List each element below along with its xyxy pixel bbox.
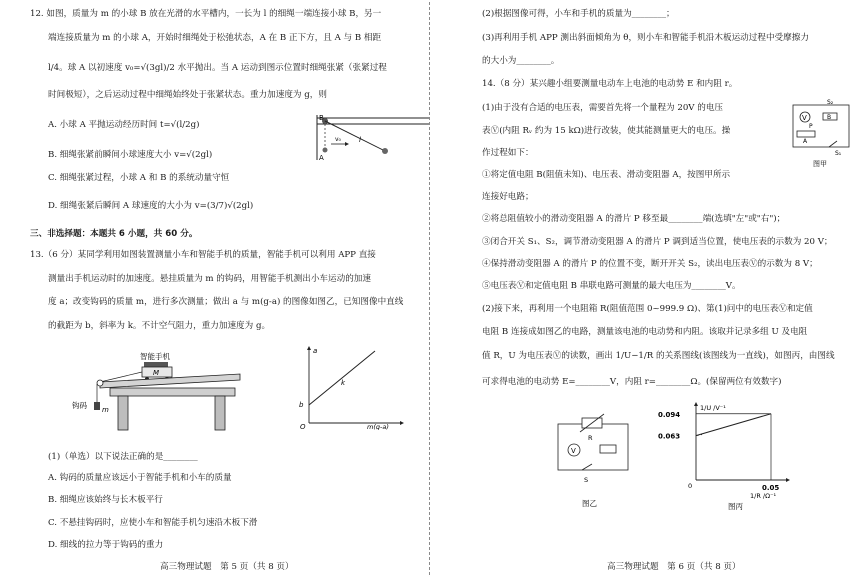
q14-line-4: 作过程如下：: [482, 148, 534, 158]
q13-line-3: 度 a；改变钩码的质量 m，进行多次测量；做出 a 与 m(g-a) 的图像如图乙，已知图像中直线: [48, 297, 404, 307]
q12-line-2: 端连接质量为 m 的小球 A，开始时细绳处于松弛状态，A 在 B 正下方，且 A 与 B 相距: [48, 33, 382, 43]
chart-y-label: 1/U /V⁻¹: [700, 404, 726, 412]
chart-y-tick-high: 0.094: [658, 410, 681, 419]
jia-label-s2: S₂: [827, 99, 834, 106]
weight-label: 钩码: [72, 401, 87, 410]
q13-option-b: B. 细绳应该始终与长木板平行: [48, 495, 163, 505]
q13-graph-origin: O: [300, 423, 306, 430]
left-page: [0, 0, 428, 577]
q13-graph: [295, 345, 405, 430]
q13-graph-x-label: m(g-a): [367, 423, 389, 430]
q14-line-7: ②将总阻值较小的滑动变阻器 A 的滑片 P 移至最________端(选填"左"或"右")；: [482, 214, 786, 224]
q13-option-c: C. 不悬挂钩码时，应使小车和智能手机匀速沿木板下滑: [48, 518, 258, 528]
chart-x-label: 1/R /Ω⁻¹: [750, 492, 777, 500]
q12-option-d: D. 细绳张紧后瞬间 A 球速度的大小为 v=(3/7)√(2gl): [48, 201, 254, 211]
q13-option-d: D. 细线的拉力等于钩码的重力: [48, 540, 164, 550]
yi-label-s: S: [584, 476, 589, 484]
q12-figure: [305, 110, 435, 170]
cart-label: M: [153, 369, 160, 377]
q14-line-6: 连接好电路；: [482, 192, 534, 202]
q14-line-2: (1)由于没有合适的电压表，需要首先将一个量程为 20V 的电压: [482, 103, 724, 113]
q13-sub3-line-1: (3)再利用手机 APP 测出斜面倾角为 θ，则小车和智能手机沿木板运动过程中受摩擦力: [482, 33, 809, 43]
q14-line-1: 14.（8 分）某兴趣小组要测量电动车上电池的电动势 E 和内阻 r。: [482, 79, 738, 89]
chart-x-tick: 0.05: [762, 484, 780, 492]
left-footer: 高三物理试题 第 5 页（共 8 页）: [160, 562, 294, 573]
q12-label-a: A: [319, 154, 324, 162]
q13-line-2: 测量出手机运动时的加速度。悬挂质量为 m 的钩码，用智能手机测出小车运动的加速: [48, 274, 371, 284]
q13-sub3-line-2: 的大小为________。: [482, 56, 560, 66]
chart-figure-bing: [654, 398, 794, 513]
jia-label-p: P: [809, 123, 813, 130]
circuit-figure-jia: [787, 95, 857, 170]
mass-label: m: [102, 406, 109, 414]
yi-label-r: R: [588, 434, 593, 442]
q12-line-3: l/4。球 A 以初速度 v₀=√(3gl)/2 水平抛出。当 A 运动到图示位置时细绳张紧（张紧过程: [48, 63, 387, 73]
svg-text:V: V: [802, 114, 807, 122]
q13-option-a: A. 钩码的质量应该远小于智能手机和小车的质量: [48, 473, 232, 483]
jia-label-b: B: [827, 114, 832, 121]
chart-origin: 0: [688, 482, 693, 490]
yi-label-v: V: [571, 447, 576, 455]
q14-line-13: 值 R，U 为电压表Ⓥ的读数，画出 1/U−1/R 的关系图线(该图线为一直线)，如图丙，由图线: [482, 351, 835, 361]
section-3-heading: 三、非选择题：本题共 6 小题，共 60 分。: [30, 229, 198, 239]
jia-label-s1: S₁: [835, 150, 842, 157]
circuit-figure-yi: [552, 400, 637, 512]
q13-sub2: (2)根据图像可得，小车和手机的质量为________；: [482, 9, 675, 19]
chart-y-tick-low: 0.063: [658, 432, 681, 441]
jia-label-a: A: [803, 138, 808, 145]
q14-line-9: ④保持滑动变阻器 A 的滑片 P 的位置不变，断开开关 S₂，读出电压表Ⓥ的示数为 8 V；: [482, 259, 818, 269]
q13-sub1: (1)（单选）以下说法正确的是________: [48, 452, 198, 462]
chart-series-line: [696, 414, 771, 436]
q14-line-5: ①将定值电阻 B(阻值未知)、电压表、滑动变阻器 A，按图甲所示: [482, 170, 731, 180]
q14-line-12: 电阻 B 连接成如图乙的电路，测量该电池的电动势和内阻。该取并记录多组 U 及电阻: [482, 327, 808, 337]
jia-caption: 图甲: [813, 160, 827, 168]
q12-option-b: B. 细绳张紧前瞬间小球速度大小 v=√(2gl): [48, 150, 213, 160]
q14-line-14: 可求得电池的电动势 E=________V，内阻 r=________Ω。(保留两位有效数字): [482, 377, 782, 387]
q13-line-1: 13.（6 分）某同学利用如图装置测量小车和智能手机的质量，智能手机可以利用 APP 直接: [30, 250, 376, 260]
q12-label-v0: v₀: [335, 136, 341, 143]
q12-line-1: 12. 如图，质量为 m 的小球 B 放在光滑的水平槽内，一长为 l 的细绳一端连接小球 B，另一: [30, 9, 382, 19]
q13-graph-slope: k: [341, 379, 346, 387]
yi-caption: 图乙: [582, 499, 597, 508]
q14-line-11: (2)接下来，再利用一个电阻箱 R(阻值范围 0~999.9 Ω)、第(1)问中的电压表Ⓥ和定值: [482, 304, 813, 314]
q13-graph-intercept: b: [299, 401, 304, 409]
q12-option-c: C. 细绳张紧过程，小球 A 和 B 的系统动量守恒: [48, 173, 230, 183]
q12-label-b: B: [319, 114, 324, 122]
q12-line-4: 时间极短），之后运动过程中细绳始终处于张紧状态。重力加速度为 g，则: [48, 90, 327, 100]
q13-apparatus-figure: [70, 350, 250, 435]
q14-line-8: ③闭合开关 S₁、S₂，调节滑动变阻器 A 的滑片 P 调到适当位置，使电压表的示数为 20 V；: [482, 237, 833, 247]
q14-line-3: 表Ⓥ(内阻 Rᵥ 约为 15 kΩ)进行改装，使其能测量更大的电压。操: [482, 126, 731, 136]
phone-label: 智能手机: [140, 352, 170, 361]
q14-line-10: ⑤电压表Ⓥ和定值电阻 B 串联电路可测量的最大电压为________V。: [482, 281, 741, 291]
right-footer: 高三物理试题 第 6 页（共 8 页）: [607, 562, 741, 573]
chart-caption: 图丙: [728, 502, 743, 511]
q13-line-4: 的截距为 b，斜率为 k。不计空气阻力，重力加速度为 g。: [48, 321, 271, 331]
q13-graph-y-label: a: [313, 347, 318, 355]
q12-option-a: A. 小球 A 平抛运动经历时间 t=√(l/2g): [48, 120, 200, 130]
right-page: [432, 0, 860, 577]
page-divider: [429, 2, 430, 575]
q12-label-l: l: [359, 136, 361, 144]
